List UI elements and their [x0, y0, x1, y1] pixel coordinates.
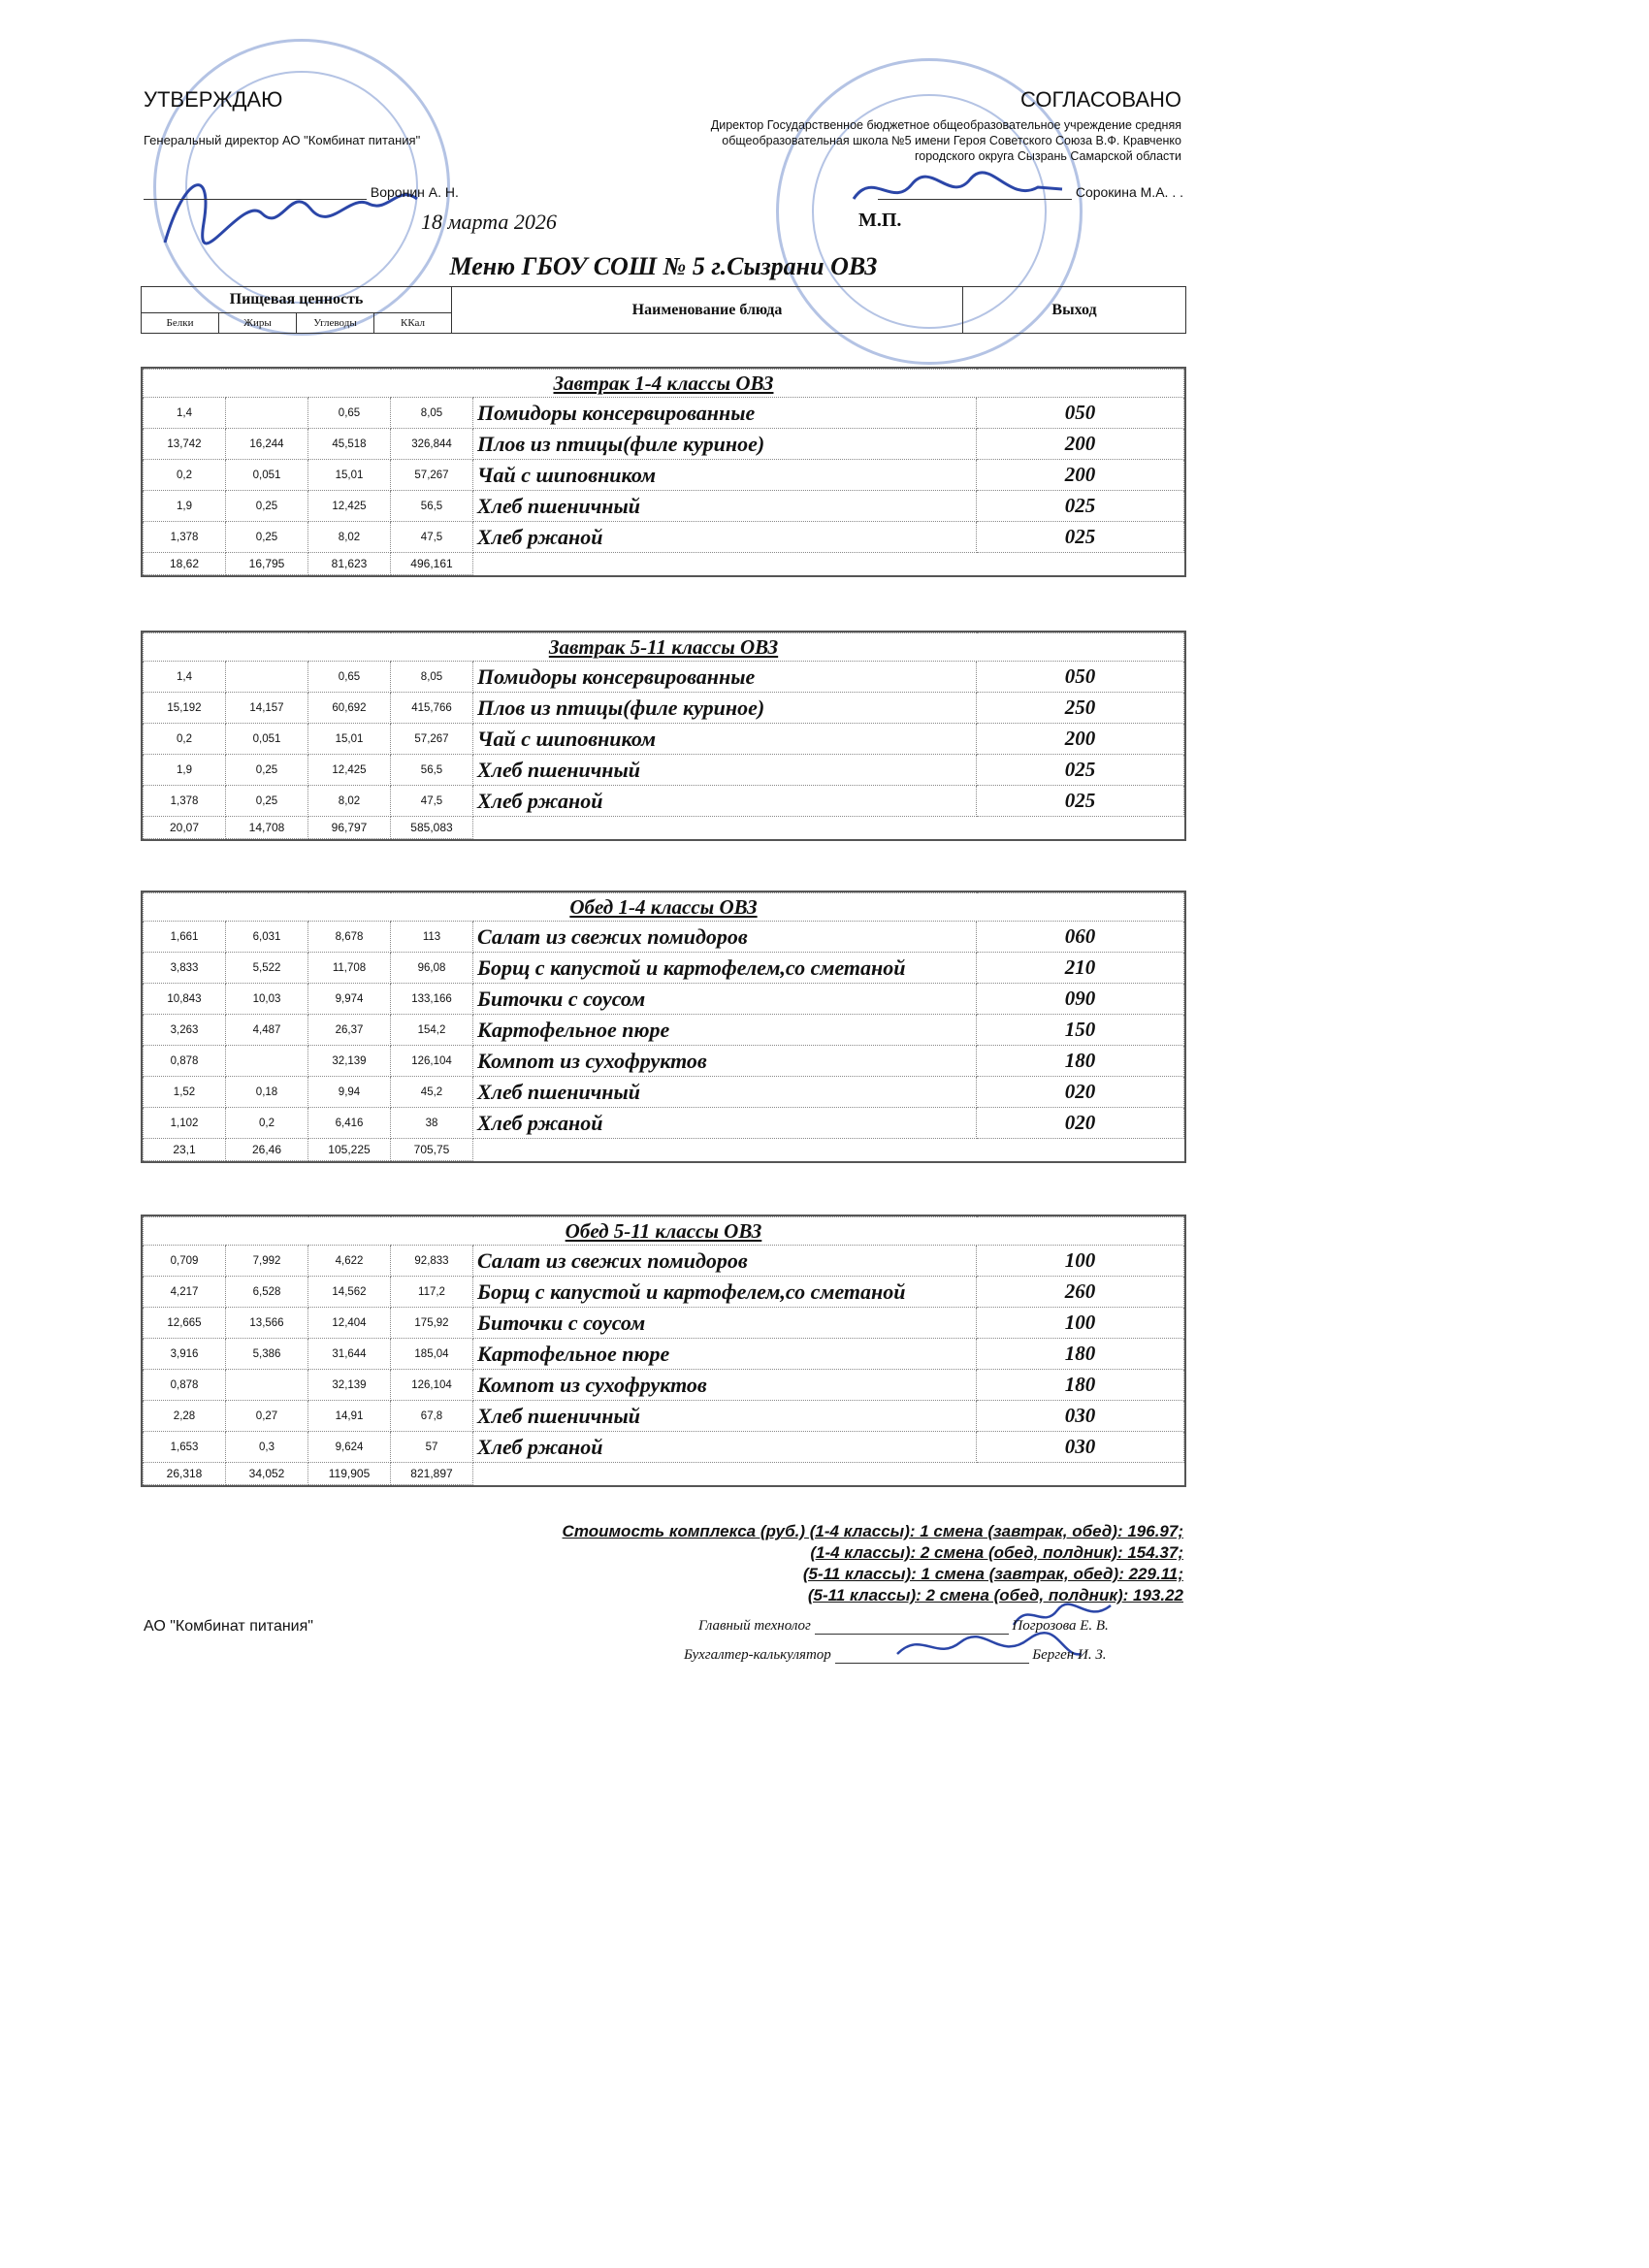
column-header [141, 286, 1186, 334]
table-row: 12,665 13,566 12,404 175,92 Биточки с соусом 100 [144, 1308, 1184, 1339]
tech-role: Главный технолог [698, 1618, 811, 1634]
table-row: 3,833 5,522 11,708 96,08 Борщ с капустой и картофелем,со сметаной 210 [144, 953, 1184, 984]
table-row: 13,742 16,244 45,518 326,844 Плов из птицы(филе куриное) 200 [144, 429, 1184, 460]
table-row: 10,843 10,03 9,974 133,166 Биточки с соусом 090 [144, 984, 1184, 1015]
total-row: 26,318 34,052 119,905 821,897 [144, 1463, 1184, 1485]
table-row: 0,709 7,992 4,622 92,833 Салат из свежих помидоров 100 [144, 1246, 1184, 1277]
table-row: 1,378 0,25 8,02 47,5 Хлеб ржаной 025 [144, 786, 1184, 817]
table-row: 1,653 0,3 9,624 57 Хлеб ржаной 030 [144, 1432, 1184, 1463]
table-row: 15,192 14,157 60,692 415,766 Плов из птицы(филе куриное) 250 [144, 693, 1184, 724]
table-row: 2,28 0,27 14,91 67,8 Хлеб пшеничный 030 [144, 1401, 1184, 1432]
table-row: 0,878 32,139 126,104 Компот из сухофруктов 180 [144, 1046, 1184, 1077]
agree-name: Сорокина М.А. . . [1075, 184, 1183, 200]
proteins-header: Белки [142, 313, 219, 334]
table-row: 0,2 0,051 15,01 57,267 Чай с шиповником 200 [144, 460, 1184, 491]
section-title: Завтрак 5-11 классы ОВЗ [144, 633, 1184, 662]
table-row: 3,263 4,487 26,37 154,2 Картофельное пюре 150 [144, 1015, 1184, 1046]
table-row: 1,52 0,18 9,94 45,2 Хлеб пшеничный 020 [144, 1077, 1184, 1108]
section-lunch-1-4 [141, 891, 1186, 1163]
table-row: 4,217 6,528 14,562 117,2 Борщ с капустой и картофелем,со сметаной 260 [144, 1277, 1184, 1308]
cost-line-2: (1-4 классы): 2 смена (обед, полдник): 154.37; [810, 1543, 1183, 1562]
table-row: 0,2 0,051 15,01 57,267 Чай с шиповником 200 [144, 724, 1184, 755]
table-row: 3,916 5,386 31,644 185,04 Картофельное пюре 180 [144, 1339, 1184, 1370]
table-row: 1,4 0,65 8,05 Помидоры консервированные 050 [144, 662, 1184, 693]
yield-header: Выход [963, 287, 1186, 334]
approve-title: УТВЕРЖДАЮ [144, 87, 283, 112]
total-row: 20,07 14,708 96,797 585,083 [144, 817, 1184, 839]
table-row: 1,9 0,25 12,425 56,5 Хлеб пшеничный 025 [144, 755, 1184, 786]
agree-position: Директор Государственное бюджетное общеобразовательное учреждение средняя общеобразовательная школа №5 имени Героя Советского Союза В.Ф. Кравченко городского округа Сызрань Самарской области [710, 118, 1181, 163]
seal-place: М.П. [858, 210, 902, 231]
table-row: 1,661 6,031 8,678 113 Салат из свежих помидоров 060 [144, 922, 1184, 953]
section-title: Обед 1-4 классы ОВЗ [144, 893, 1184, 922]
approve-name: Воронин А. Н. [370, 184, 459, 200]
section-breakfast-1-4 [141, 367, 1186, 577]
approve-signature-line [144, 184, 473, 200]
section-title: Обед 5-11 классы ОВЗ [144, 1217, 1184, 1246]
fats-header: Жиры [219, 313, 297, 334]
accountant-role: Бухгалтер-калькулятор [684, 1647, 831, 1663]
agree-signature-line [824, 184, 1183, 200]
cost-line-3: (5-11 классы): 1 смена (завтрак, обед): 229.11; [802, 1565, 1183, 1583]
kcal-header: ККал [374, 313, 452, 334]
table-row: 0,878 32,139 126,104 Компот из сухофруктов 180 [144, 1370, 1184, 1401]
accountant-signature-line [684, 1647, 1201, 1664]
section-title: Завтрак 1-4 классы ОВЗ [144, 370, 1184, 398]
table-row: 1,4 0,65 8,05 Помидоры консервированные 050 [144, 398, 1184, 429]
approve-date: 18 марта 2026 [421, 210, 557, 234]
accountant-name: Берген И. З. [1032, 1647, 1107, 1663]
footer-org: АО "Комбинат питания" [144, 1618, 313, 1635]
total-row: 18,62 16,795 81,623 496,161 [144, 553, 1184, 575]
cost-line-4: (5-11 классы): 2 смена (обед, полдник): 193.22 [807, 1586, 1183, 1604]
cost-line-1: Стоимость комплекса (руб.) (1-4 классы): 1 смена (завтрак, обед): 196.97; [562, 1522, 1183, 1540]
table-row: 1,378 0,25 8,02 47,5 Хлеб ржаной 025 [144, 522, 1184, 553]
section-lunch-5-11 [141, 1215, 1186, 1487]
dish-name-header: Наименование блюда [452, 287, 963, 334]
table-row: 1,102 0,2 6,416 38 Хлеб ржаной 020 [144, 1108, 1184, 1139]
nutrition-header: Пищевая ценность [142, 287, 452, 313]
table-row: 1,9 0,25 12,425 56,5 Хлеб пшеничный 025 [144, 491, 1184, 522]
carbs-header: Углеводы [297, 313, 374, 334]
tech-signature-line [698, 1618, 1201, 1635]
page-title: Меню ГБОУ СОШ № 5 г.Сызрани ОВЗ [449, 252, 878, 280]
total-row: 23,1 26,46 105,225 705,75 [144, 1139, 1184, 1161]
section-breakfast-5-11 [141, 631, 1186, 841]
tech-name: Погрозова Е. В. [1012, 1618, 1109, 1634]
agree-title: СОГЛАСОВАНО [1020, 87, 1181, 112]
approve-position: Генеральный директор АО "Комбинат питания" [144, 133, 421, 147]
